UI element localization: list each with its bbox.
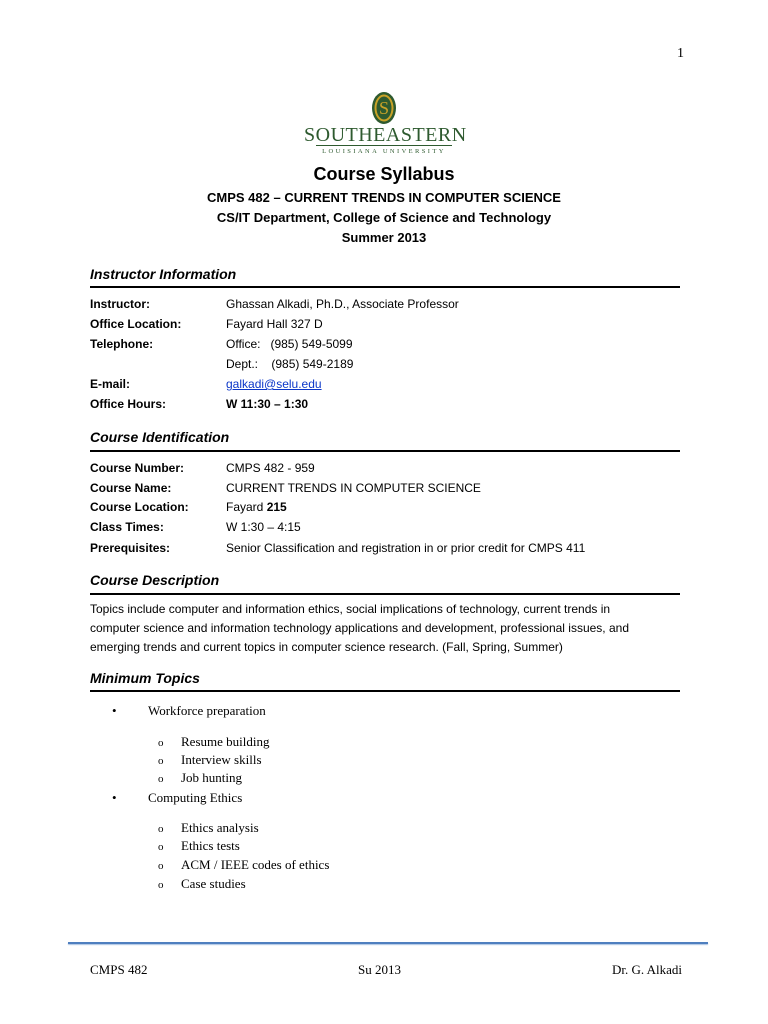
- circle-bullet-icon: o: [158, 879, 164, 891]
- section-heading-course-identification: Course Identification: [90, 429, 230, 445]
- list-item: [158, 820, 259, 836]
- section-rule: [90, 286, 680, 288]
- instructor-label: Instructor:: [90, 297, 150, 311]
- telephone-dept-value: Dept.: (985) 549-2189: [226, 357, 354, 371]
- email-label: E-mail:: [90, 377, 131, 391]
- telephone-office-value: Office: (985) 549-5099: [226, 337, 353, 351]
- course-name-label: Course Name:: [90, 481, 172, 495]
- course-location-building: Fayard: [226, 500, 267, 514]
- office-hours-label: Office Hours:: [90, 397, 167, 411]
- subtopic-label: Ethics analysis: [181, 820, 259, 835]
- description-line: emerging trends and current topics in computer science research. (Fall, Spring, Summer): [90, 640, 563, 654]
- department-line: CS/IT Department, College of Science and Technology: [216, 210, 552, 225]
- topic-label: Workforce preparation: [148, 703, 266, 718]
- logo-word: SOUTHEASTERN: [304, 124, 467, 146]
- course-location-label: Course Location:: [90, 500, 189, 514]
- circle-bullet-icon: o: [158, 841, 164, 853]
- prerequisites-label: Prerequisites:: [90, 541, 171, 555]
- logo-divider: [316, 145, 452, 146]
- course-number-value: CMPS 482 - 959: [226, 461, 315, 475]
- office-hours-value: W 11:30 – 1:30: [226, 397, 309, 411]
- list-item: [158, 857, 329, 873]
- section-rule: [90, 593, 680, 595]
- subtopic-label: Case studies: [181, 876, 246, 891]
- circle-bullet-icon: o: [158, 737, 164, 749]
- section-heading-instructor: Instructor Information: [90, 266, 237, 282]
- subtopic-label: Resume building: [181, 734, 270, 749]
- section-rule: [90, 690, 680, 692]
- list-item: [158, 734, 269, 750]
- course-description-text: [90, 600, 680, 657]
- page-number: 1: [677, 46, 684, 61]
- class-times-label: Class Times:: [90, 520, 164, 534]
- telephone-label: Telephone:: [90, 337, 154, 351]
- description-line: Topics include computer and information ethics, social implications of technology, current trends in: [90, 602, 611, 616]
- section-heading-minimum-topics: Minimum Topics: [90, 670, 200, 686]
- circle-bullet-icon: o: [158, 860, 164, 872]
- footer-course: CMPS 482: [90, 962, 148, 977]
- circle-bullet-icon: o: [158, 773, 164, 785]
- list-item: [158, 838, 240, 854]
- class-times-value: W 1:30 – 4:15: [226, 520, 301, 534]
- circle-bullet-icon: o: [158, 755, 164, 767]
- list-item: [158, 752, 262, 768]
- list-item: [112, 790, 242, 806]
- bullet-icon: •: [112, 703, 117, 718]
- footer-term: Su 2013: [358, 962, 401, 977]
- logo-emblem-icon: [304, 90, 464, 126]
- section-rule: [90, 450, 680, 452]
- list-item: [158, 876, 246, 892]
- course-number-label: Course Number:: [90, 461, 185, 475]
- circle-bullet-icon: o: [158, 823, 164, 835]
- section-heading-course-description: Course Description: [90, 572, 220, 588]
- course-location-value: [226, 500, 287, 514]
- bullet-icon: •: [112, 790, 117, 805]
- footer-rule: [68, 942, 708, 944]
- subtopic-label: Job hunting: [181, 770, 243, 785]
- instructor-value: Ghassan Alkadi, Ph.D., Associate Professor: [226, 297, 459, 311]
- topic-label: Computing Ethics: [148, 790, 243, 805]
- subtopic-label: Ethics tests: [181, 838, 240, 853]
- logo-letter: S: [378, 98, 390, 118]
- subtopic-label: ACM / IEEE codes of ethics: [181, 857, 330, 872]
- description-line: computer science and information technology applications and development, professional issues, and: [90, 621, 629, 635]
- list-item: [158, 770, 242, 786]
- course-name-value: CURRENT TRENDS IN COMPUTER SCIENCE: [226, 481, 481, 495]
- footer-author: Dr. G. Alkadi: [611, 962, 682, 977]
- office-location-value: Fayard Hall 327 D: [226, 317, 323, 331]
- term-line: Summer 2013: [341, 230, 427, 245]
- list-item: [112, 703, 266, 719]
- course-title: CMPS 482 – CURRENT TRENDS IN COMPUTER SCIENCE: [207, 190, 561, 205]
- page-title: Course Syllabus: [313, 164, 455, 184]
- course-location-room: 215: [266, 500, 287, 514]
- prerequisites-value: Senior Classification and registration in or prior credit for CMPS 411: [226, 541, 586, 555]
- email-link[interactable]: galkadi@selu.edu: [226, 377, 322, 391]
- logo-subtitle: LOUISIANA UNIVERSITY: [322, 148, 446, 155]
- office-location-label: Office Location:: [90, 317, 182, 331]
- subtopic-label: Interview skills: [181, 752, 262, 767]
